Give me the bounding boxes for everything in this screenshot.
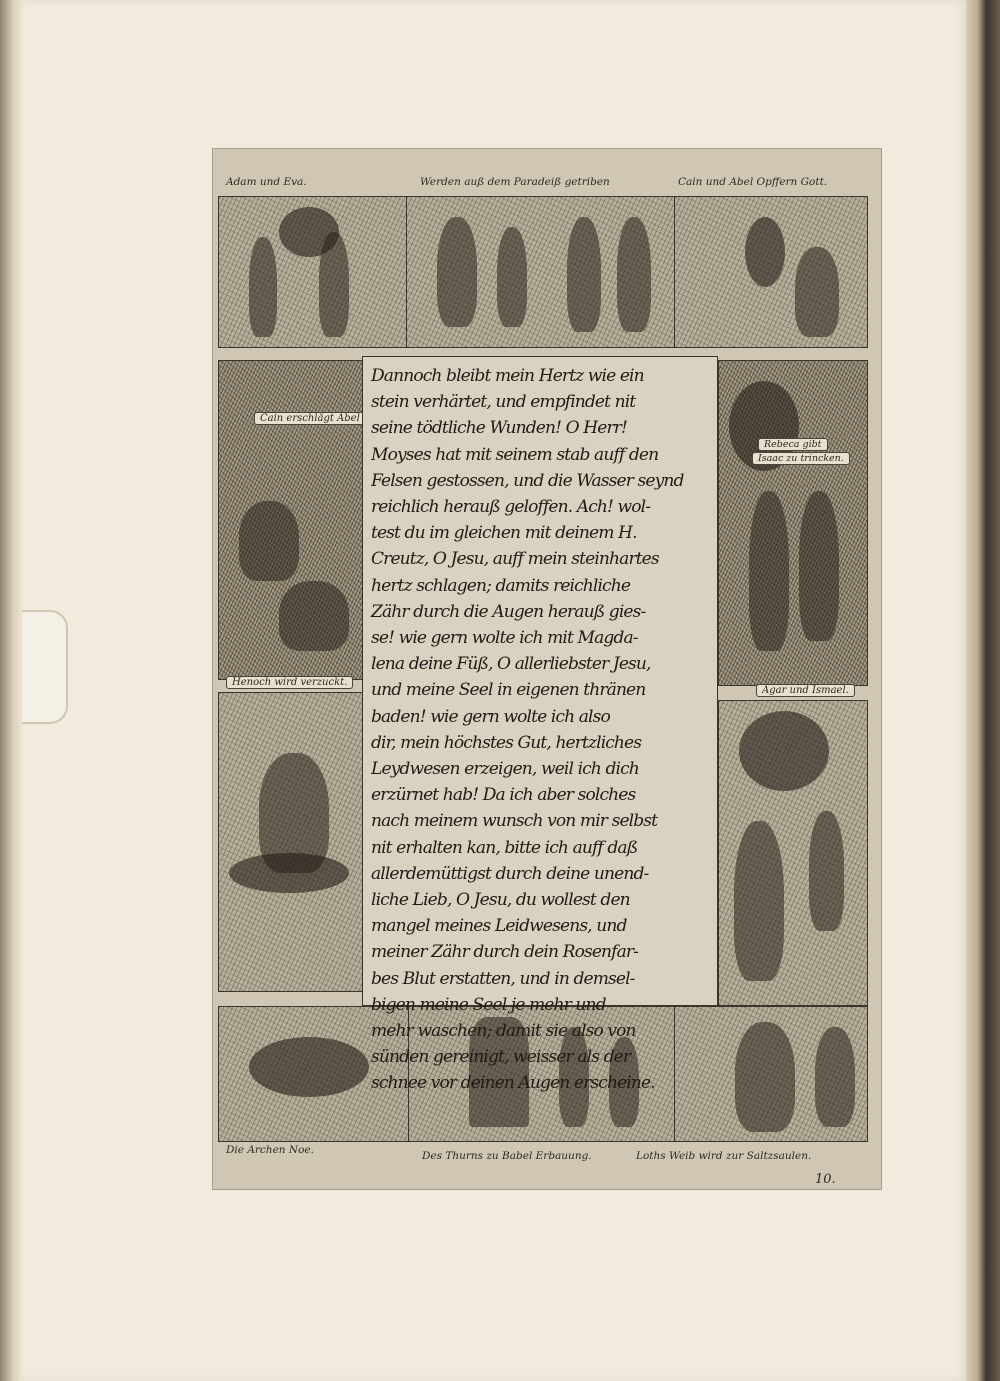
text-line: dir, mein höchstes Gut, hertzliches bbox=[371, 732, 642, 753]
text-line: baden! wie gern wolte ich also bbox=[371, 706, 610, 727]
text-line: stein verhärtet, und empfindet nit bbox=[371, 392, 636, 413]
text-line: Moyses hat mit seinem stab auff den bbox=[371, 444, 659, 465]
text-line: allerdemüttigst durch deine unend- bbox=[371, 863, 649, 884]
page-number: 10. bbox=[815, 1172, 836, 1187]
text-line: Felsen gestossen, und die Wasser seynd bbox=[371, 470, 684, 491]
text-line: Zähr durch die Augen herauß gies- bbox=[371, 601, 646, 622]
panel-sacrifice bbox=[674, 196, 868, 348]
caption-noah-ark: Die Archen Noe. bbox=[226, 1144, 314, 1156]
text-line: mehr waschen; damit sie also von bbox=[371, 1021, 636, 1042]
caption-babel: Des Thurns zu Babel Erbauung. bbox=[422, 1150, 592, 1162]
text-line: hertz schlagen; damits reichliche bbox=[371, 575, 631, 596]
book-right-edge bbox=[966, 0, 1000, 1381]
text-line: sünden gereinigt, weisser als der bbox=[371, 1047, 631, 1068]
prayer-text-box bbox=[362, 356, 718, 1094]
banner-agar-ismael: Agar und Ismael. bbox=[756, 684, 855, 697]
text-line: se! wie gern wolte ich mit Magda- bbox=[371, 628, 638, 649]
caption-paradise: Werden auß dem Paradeiß getriben bbox=[420, 176, 610, 188]
text-line: bigen meine Seel je mehr und bbox=[371, 994, 606, 1015]
panel-cain-slays-abel bbox=[218, 360, 364, 680]
text-line: Dannoch bleibt mein Hertz wie ein bbox=[371, 366, 644, 386]
panel-agar-ismael bbox=[718, 700, 868, 1006]
page-tab bbox=[22, 610, 68, 724]
caption-lot-wife: Loths Weib wird zur Saltzsaulen. bbox=[636, 1150, 812, 1162]
banner-rebecca-2: Isaac zu trincken. bbox=[752, 452, 850, 465]
text-line: Leydwesen erzeigen, weil ich dich bbox=[371, 759, 639, 780]
text-line: nit erhalten kan, bitte ich auff daß bbox=[371, 837, 638, 858]
text-line: lena deine Füß, O allerliebster Jesu, bbox=[371, 654, 651, 675]
banner-rebecca-1: Rebeca gibt bbox=[758, 438, 828, 451]
panel-expulsion bbox=[406, 196, 676, 348]
panel-rebecca bbox=[718, 360, 868, 686]
text-line: test du im gleichen mit deinem H. bbox=[371, 523, 637, 544]
text-line: und meine Seel in eigenen thränen bbox=[371, 680, 646, 701]
text-line: schnee vor deinen Augen erscheine. bbox=[371, 1073, 655, 1094]
text-line: meiner Zähr durch dein Rosenfar- bbox=[371, 942, 639, 963]
book-left-edge bbox=[0, 0, 22, 1381]
text-line: seine tödtliche Wunden! O Herr! bbox=[371, 418, 627, 439]
text-line: mangel meines Leidwesens, und bbox=[371, 916, 627, 937]
text-line: nach meinem wunsch von mir selbst bbox=[371, 811, 658, 832]
banner-cain-abel: Cain erschlägt Abel bbox=[254, 412, 366, 425]
text-line: erzürnet hab! Da ich aber solches bbox=[371, 785, 636, 806]
panel-henoch bbox=[218, 692, 364, 992]
caption-adam-eva: Adam und Eva. bbox=[226, 176, 307, 188]
panel-adam-eva bbox=[218, 196, 408, 348]
caption-cain-abel: Cain und Abel Opffern Gott. bbox=[678, 176, 828, 188]
text-line: bes Blut erstatten, und in demsel- bbox=[371, 968, 635, 989]
text-line: reichlich herauß geloffen. Ach! wol- bbox=[371, 497, 651, 518]
text-line: liche Lieb, O Jesu, du wollest den bbox=[371, 890, 630, 911]
banner-henoch: Henoch wird verzuckt. bbox=[226, 676, 353, 689]
text-line: Creutz, O Jesu, auff mein steinhartes bbox=[371, 549, 659, 570]
